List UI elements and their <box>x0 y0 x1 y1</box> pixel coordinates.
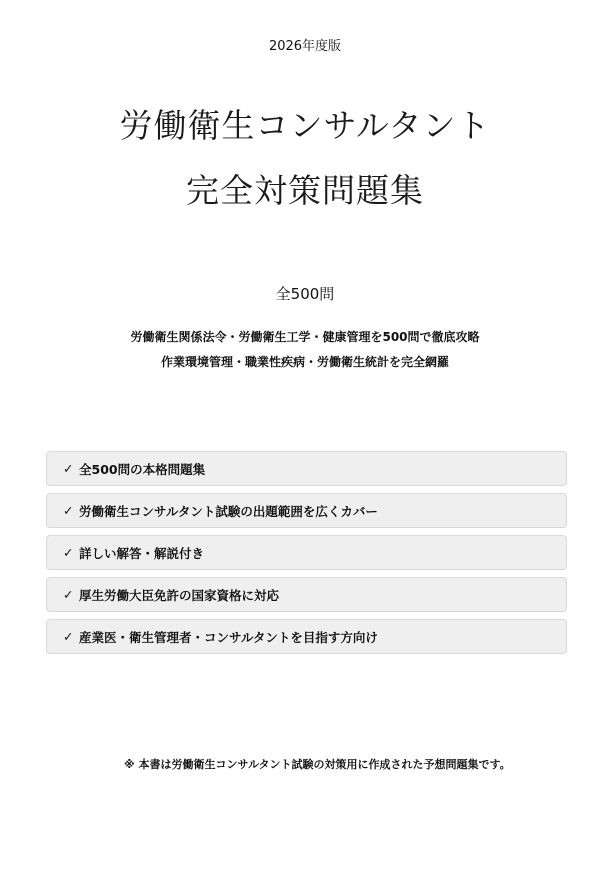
feature-item <box>46 451 567 486</box>
checkmark-icon: ✓ <box>63 503 74 518</box>
checkmark-icon: ✓ <box>63 587 74 602</box>
edition-label: 2026年度版 <box>268 39 342 54</box>
question-count: 全500問 <box>275 285 335 303</box>
feature-text: 全500問の本格問題集 <box>79 461 206 477</box>
book-title-line-2: 完全対策問題集 <box>186 171 424 210</box>
feature-text: 厚生労働大臣免許の国家資格に対応 <box>79 587 280 603</box>
checkmark-icon: ✓ <box>63 545 74 560</box>
checkmark-icon: ✓ <box>63 461 74 476</box>
feature-text: 詳しい解答・解説付き <box>79 545 205 561</box>
feature-text: 産業医・衛生管理者・コンサルタントを目指す方向け <box>79 629 378 645</box>
feature-item <box>46 535 567 570</box>
description-line-1: 労働衛生関係法令・労働衛生工学・健康管理を500問で徹底攻略 <box>130 330 480 344</box>
description-line-2: 作業環境管理・職業性疾病・労働衛生統計を完全網羅 <box>160 355 449 369</box>
feature-list <box>46 451 567 661</box>
book-title-line-1: 労働衛生コンサルタント <box>119 106 491 145</box>
checkmark-icon: ✓ <box>63 629 74 644</box>
feature-text: 労働衛生コンサルタント試験の出題範囲を広くカバー <box>79 503 378 519</box>
feature-item <box>46 493 567 528</box>
feature-item <box>46 577 567 612</box>
feature-item <box>46 619 567 654</box>
disclaimer-note: ※ 本書は労働衛生コンサルタント試験の対策用に作成された予想問題集です。 <box>124 758 511 771</box>
